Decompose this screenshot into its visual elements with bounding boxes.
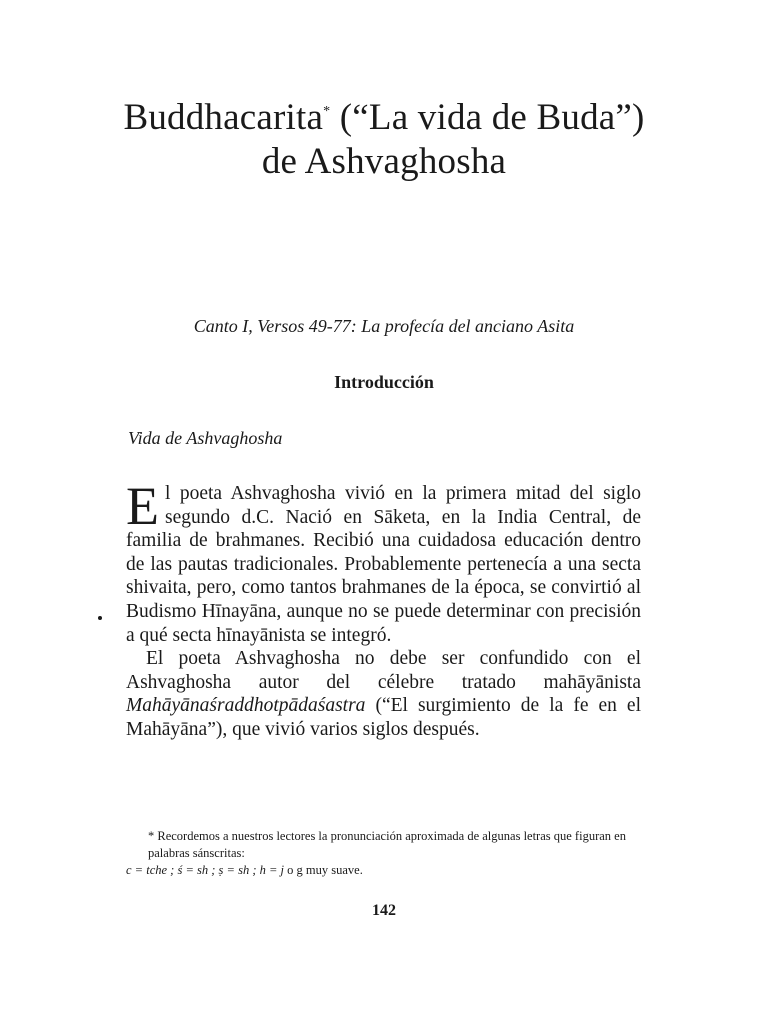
title-line-2: de Ashvaghosha [261,141,507,182]
footnote-pronunciation: c = tche ; ś = sh ; ṣ = sh ; h = j o g muy suave. [126,863,363,877]
section-heading: Introducción [334,372,434,392]
paragraph-2: El poeta Ashvaghosha no debe ser confundido con el Ashvaghosha autor del célebre tratado mahāyānista Mahāyānaśraddhotpādaśastra (“El surgimiento de la fe en el Mahāyāna”), que vivió varios siglos después. [126,648,641,740]
canto-subtitle: Canto I, Versos 49-77: La profecía del anciano Asita [193,316,575,336]
treatise-title: Mahāyānaśraddhotpādaśastra [126,695,366,717]
footnote-mark: * [323,104,331,119]
margin-dot [98,616,102,620]
footnote-text: * Recordemos a nuestros lectores la pronunciación aproximada de algunas letras que figuran en palabras sánscritas: [148,829,626,860]
title-line-1: Buddhacarita* (“La vida de Buda”) [123,97,645,138]
drop-cap: E [126,476,159,536]
footnote [126,828,646,879]
body-text [126,476,641,742]
page-number: 142 [372,902,396,919]
page-title [0,96,768,184]
paragraph-1: El poeta Ashvaghosha vivió en la primera mitad del siglo segundo d.C. Nació en Sāketa, en la India Central, de familia de brahmanes. Recibió una cuidadosa educación dentro de las pautas tradicionales. Probablemente pertenecía a una secta shivaita, pero, como tantos brahmanes de la época, se convirtió al Budismo Hīnayāna, aunque no se puede determinar con precisión a qué secta hīnayānista se integró. [126,476,641,646]
subsection-title: Vida de Ashvaghosha [128,428,283,448]
